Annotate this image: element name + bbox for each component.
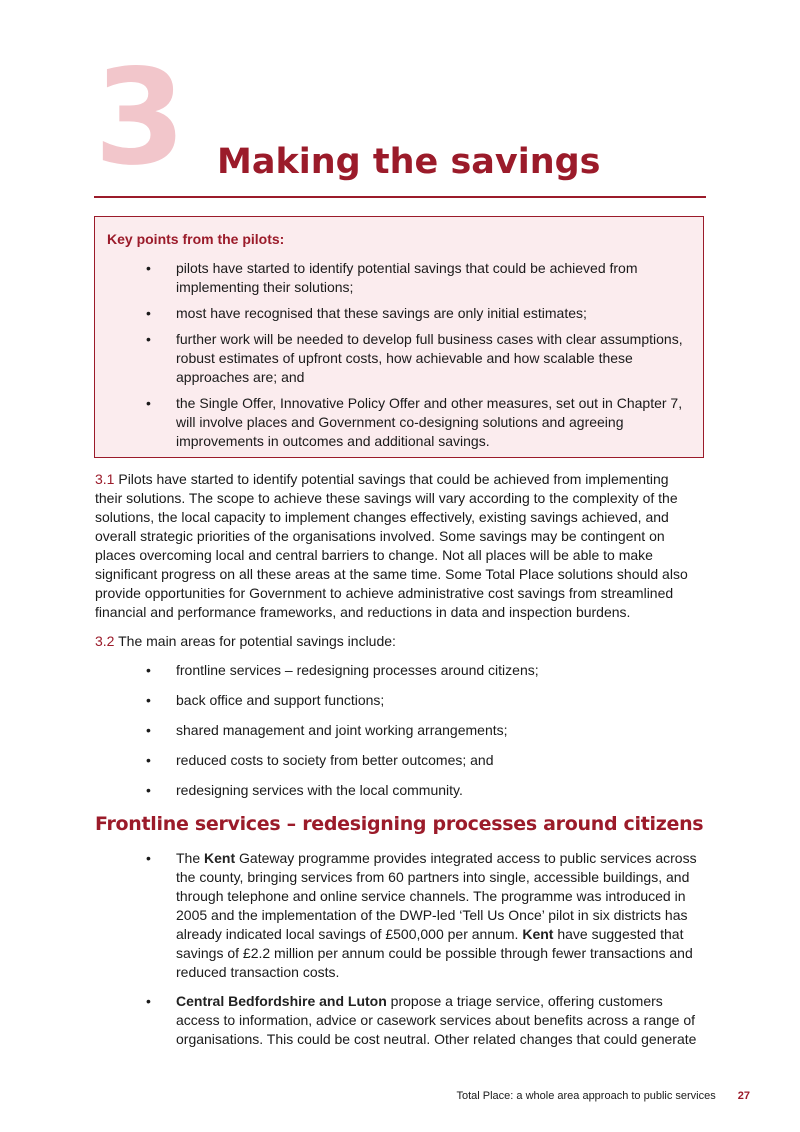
frontline-example-item	[146, 992, 701, 1049]
bullet-icon: •	[146, 662, 151, 678]
chapter-title: Making the savings	[217, 142, 601, 182]
savings-area-text: back office and support functions;	[176, 692, 385, 708]
example-text-mid: Gateway programme provides integrated access to public services across the county, bringing services from 60 partners into single, accessible buildings, and through telephone and online service channels. The programme was introduced in 2005 and the implementation of the DWP-led ‘Tell Us Once’ pilot in six districts has already indicated local savings of £500,000 per annum.	[176, 850, 697, 942]
key-points-list	[146, 259, 696, 458]
place-name: Central Bedfordshire and Luton	[176, 993, 387, 1009]
page-number: 27	[737, 1090, 750, 1102]
savings-area-item	[146, 661, 696, 680]
bullet-icon: •	[146, 395, 151, 411]
savings-area-text: shared management and joint working arrangements;	[176, 722, 508, 738]
key-point-item	[146, 330, 696, 387]
key-point-item	[146, 259, 696, 297]
paragraph-3-1	[95, 470, 695, 622]
paragraph-text: The main areas for potential savings include:	[118, 633, 396, 649]
bullet-icon: •	[146, 260, 151, 276]
bullet-icon: •	[146, 722, 151, 738]
key-points-box	[94, 216, 704, 458]
key-point-text: most have recognised that these savings are only initial estimates;	[176, 305, 587, 321]
chapter-number: 3	[94, 41, 184, 195]
frontline-example-item	[146, 849, 701, 982]
bullet-icon: •	[146, 993, 151, 1009]
paragraph-text: Pilots have started to identify potential savings that could be achieved from implementing their solutions. The scope to achieve these savings will vary according to the complexity of the solutions, the local capacity to implement changes effectively, existing savings achieved, and overall strategic priorities of the organisations involved. Some savings may be contingent on places overcoming local and central barriers to change. Not all places will be able to make significant progress on all these areas at the same time. Some Total Place solutions should also provide opportunities for Government to achieve administrative cost savings from streamlined financial and performance frameworks, and reductions in data and inspection burdens.	[95, 471, 688, 620]
savings-area-text: reduced costs to society from better outcomes; and	[176, 752, 494, 768]
savings-area-item	[146, 751, 696, 770]
key-point-text: pilots have started to identify potential savings that could be achieved from implementing their solutions;	[176, 260, 638, 295]
footer-title: Total Place: a whole area approach to public services	[456, 1090, 716, 1102]
example-text-pre: The	[176, 850, 205, 866]
example-text-post: have suggested that savings of £2.2 million per annum could be possible through fewer transactions and reduced transaction costs.	[176, 926, 693, 980]
title-divider	[94, 196, 706, 198]
key-point-text: further work will be needed to develop full business cases with clear assumptions, robust estimates of upfront costs, how achievable and how scalable these approaches are; and	[176, 331, 683, 385]
savings-area-text: frontline services – redesigning processes around citizens;	[176, 662, 539, 678]
savings-area-item	[146, 691, 696, 710]
savings-area-item	[146, 721, 696, 740]
bullet-icon: •	[146, 752, 151, 768]
section-heading: Frontline services – redesigning processes around citizens	[95, 813, 704, 835]
bullet-icon: •	[146, 331, 151, 347]
bullet-icon: •	[146, 782, 151, 798]
example-text-post: propose a triage service, offering customers access to information, advice or casework services about benefits across a range of organisations. This could be cost neutral. Other related changes that could generate	[176, 993, 697, 1047]
page-footer	[380, 1090, 750, 1102]
key-point-text: the Single Offer, Innovative Policy Offer and other measures, set out in Chapter 7, will involve places and Government co-designing solutions and agreeing improvements in outcomes and additional savings.	[176, 395, 683, 449]
paragraph-3-2	[95, 632, 695, 651]
paragraph-number: 3.2	[95, 633, 115, 649]
paragraph-number: 3.1	[95, 471, 115, 487]
savings-area-item	[146, 781, 696, 800]
bullet-icon: •	[146, 305, 151, 321]
key-points-heading: Key points from the pilots:	[107, 231, 285, 247]
place-name: Kent	[204, 850, 236, 866]
key-point-item	[146, 304, 696, 323]
frontline-examples-list	[146, 849, 701, 1059]
bullet-icon: •	[146, 850, 151, 866]
place-name: Kent	[522, 926, 554, 942]
savings-areas-list	[146, 661, 696, 811]
savings-area-text: redesigning services with the local community.	[176, 782, 463, 798]
key-point-item	[146, 394, 696, 451]
bullet-icon: •	[146, 692, 151, 708]
